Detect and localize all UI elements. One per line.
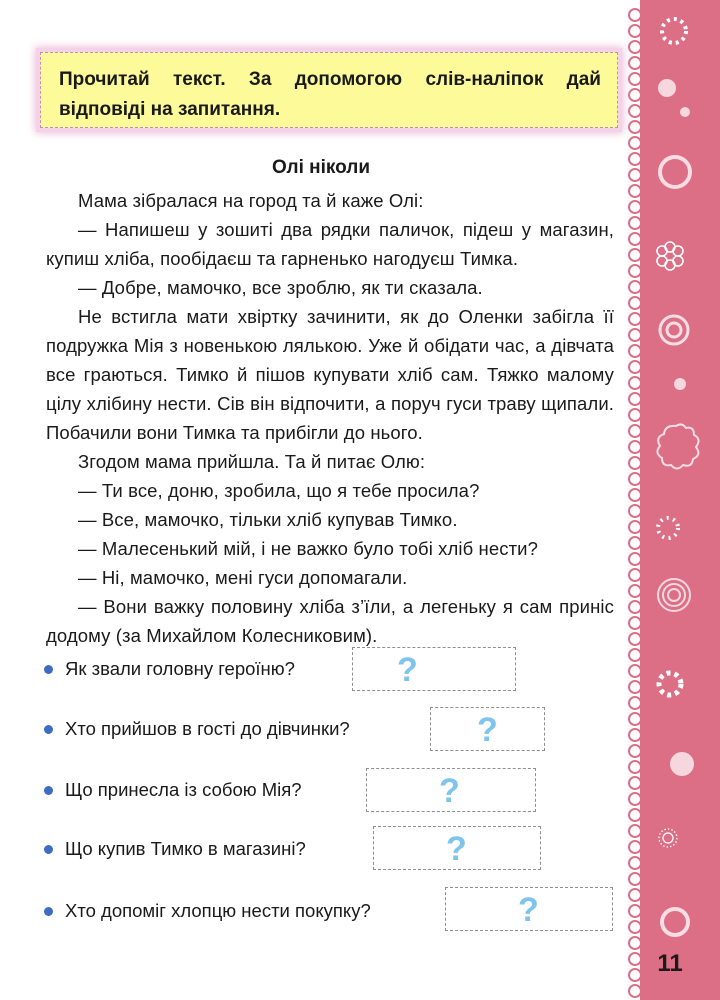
- answer-sticker-box[interactable]: [352, 647, 516, 691]
- question-item: [44, 827, 306, 871]
- binding-ring: [628, 680, 642, 694]
- binding-ring: [628, 248, 642, 262]
- binding-ring: [628, 24, 642, 38]
- question-mark-icon: ?: [397, 651, 418, 689]
- story-paragraph: Не встигла мати хвіртку зачинити, як до Оленки забігла її подружка Мія з новенькою лялькою. Уже й обідати час, а дівчата все граються. Тимко й пішов купувати хліб сам. Тяжко малому цілу хлібину нести. Сів він відпочити, а поруч гуси траву щипали. Побачили вони Тимка та прибігли до нього.: [46, 306, 614, 443]
- binding-ring: [628, 888, 642, 902]
- binding-ring: [628, 648, 642, 662]
- binding-ring: [628, 584, 642, 598]
- binding-ring: [628, 408, 642, 422]
- binding-ring: [628, 424, 642, 438]
- binding-ring: [628, 696, 642, 710]
- binding-ring: [628, 920, 642, 934]
- binding-ring: [628, 456, 642, 470]
- binding-ring: [628, 792, 642, 806]
- binding-ring: [628, 824, 642, 838]
- binding-ring: [628, 88, 642, 102]
- story-paragraph: — Все, мамочко, тільки хліб купував Тимко.: [78, 509, 458, 530]
- story-paragraph: — Вони важку половину хліба з’їли, а легеньку я сам приніс додому (за Михайлом Колесниковим).: [46, 596, 614, 646]
- binding-ring: [628, 968, 642, 982]
- wavy-blob-icon: [654, 422, 704, 472]
- question-item: [44, 768, 302, 812]
- swirl-icon: [654, 818, 694, 858]
- binding-ring: [628, 712, 642, 726]
- binding-ring: [628, 488, 642, 502]
- instruction-box: Прочитай текст. За допомогою слів-наліпок дай відповіді на запитання.: [40, 52, 618, 128]
- binding-ring: [628, 664, 642, 678]
- question-item: [44, 707, 350, 751]
- story-paragraph: Згодом мама прийшла. Та й питає Олю:: [78, 451, 426, 472]
- question-text: Що купив Тимко в магазині?: [65, 838, 306, 859]
- dot-icon: [654, 740, 700, 786]
- question-mark-icon: ?: [446, 830, 467, 868]
- question-mark-icon: ?: [518, 891, 539, 929]
- binding-ring: [628, 56, 642, 70]
- dotted-circle-icon: [654, 508, 694, 548]
- binding-ring: [628, 728, 642, 742]
- bullet-icon: [44, 786, 53, 795]
- binding-ring: [628, 312, 642, 326]
- bullet-icon: [44, 845, 53, 854]
- binding-ring: [628, 840, 642, 854]
- question-item: [44, 647, 295, 691]
- binding-ring: [628, 120, 642, 134]
- story-paragraph: — Ти все, доню, зробила, що я тебе просила?: [78, 480, 480, 501]
- binding-ring: [628, 216, 642, 230]
- binding-ring: [628, 280, 642, 294]
- binding-ring: [628, 808, 642, 822]
- binding-ring: [628, 264, 642, 278]
- flower-outline-icon: [654, 238, 694, 278]
- binding-ring: [628, 296, 642, 310]
- story-paragraph: Мама зібралася на город та й каже Олі:: [78, 190, 424, 211]
- binding-ring: [628, 952, 642, 966]
- binding-ring: [628, 392, 642, 406]
- binding-ring: [628, 536, 642, 550]
- question-text: Хто прийшов в гості до дівчинки?: [65, 718, 350, 739]
- binding-ring: [628, 472, 642, 486]
- double-ring-icon: [654, 310, 698, 354]
- binding-ring: [628, 552, 642, 566]
- binding-ring: [628, 872, 642, 886]
- bullet-icon: [44, 907, 53, 916]
- answer-sticker-box[interactable]: [373, 826, 541, 870]
- question-text: Що принесла із собою Мія?: [65, 779, 302, 800]
- bullet-icon: [44, 725, 53, 734]
- binding-ring: [628, 40, 642, 54]
- small-dot-icon: [654, 372, 694, 396]
- binding-ring: [628, 856, 642, 870]
- binding-ring: [628, 328, 642, 342]
- page-number: 11: [657, 950, 683, 977]
- binding-ring: [628, 8, 642, 22]
- dotted-circle-icon: [654, 14, 694, 48]
- ring-icon: [654, 150, 698, 194]
- story-paragraph: — Добре, мамочко, все зроблю, як ти сказала.: [78, 277, 483, 298]
- question-text: Як звали головну героїню?: [65, 658, 295, 679]
- question-text: Хто допоміг хлопцю нести покупку?: [65, 900, 371, 921]
- small-dot-icon: [654, 100, 694, 124]
- ring-icon: [654, 900, 698, 944]
- dashed-ring-icon: [654, 664, 694, 704]
- answer-sticker-box[interactable]: [430, 707, 545, 751]
- dot-icon: [654, 76, 694, 100]
- binding-ring: [628, 200, 642, 214]
- binding-ring: [628, 568, 642, 582]
- answer-sticker-box[interactable]: [366, 768, 536, 812]
- binding-ring: [628, 184, 642, 198]
- concentric-circles-icon: [654, 572, 700, 618]
- binding-ring: [628, 744, 642, 758]
- binding-ring: [628, 984, 642, 998]
- binding-ring: [628, 344, 642, 358]
- story-paragraph: — Ні, мамочко, мені гуси допомагали.: [78, 567, 408, 588]
- question-mark-icon: ?: [477, 711, 498, 749]
- bullet-icon: [44, 665, 53, 674]
- binding-ring: [628, 936, 642, 950]
- binding-ring: [628, 136, 642, 150]
- story-paragraph: — Напишеш у зошиті два рядки паличок, підеш у магазин, купиш хліба, пообідаєш та гарненько нагодуєш Тимка.: [46, 219, 614, 269]
- question-mark-icon: ?: [439, 772, 460, 810]
- binding-ring: [628, 632, 642, 646]
- story-paragraph: — Малесенький мій, і не важко було тобі хліб нести?: [78, 538, 538, 559]
- binding-ring: [628, 72, 642, 86]
- binding-ring: [628, 600, 642, 614]
- binding-ring: [628, 504, 642, 518]
- question-item: [44, 889, 371, 933]
- binding-ring: [628, 776, 642, 790]
- binding-ring: [628, 904, 642, 918]
- binding-ring: [628, 520, 642, 534]
- binding-ring: [628, 360, 642, 374]
- story-text: [46, 186, 614, 650]
- binding-ring: [628, 616, 642, 630]
- story-title: Олі ніколи: [271, 157, 371, 178]
- binding-ring: [628, 104, 642, 118]
- binding-ring: [628, 232, 642, 246]
- answer-sticker-box[interactable]: [445, 887, 613, 931]
- binding-ring: [628, 440, 642, 454]
- binding-ring: [628, 760, 642, 774]
- binding-ring: [628, 376, 642, 390]
